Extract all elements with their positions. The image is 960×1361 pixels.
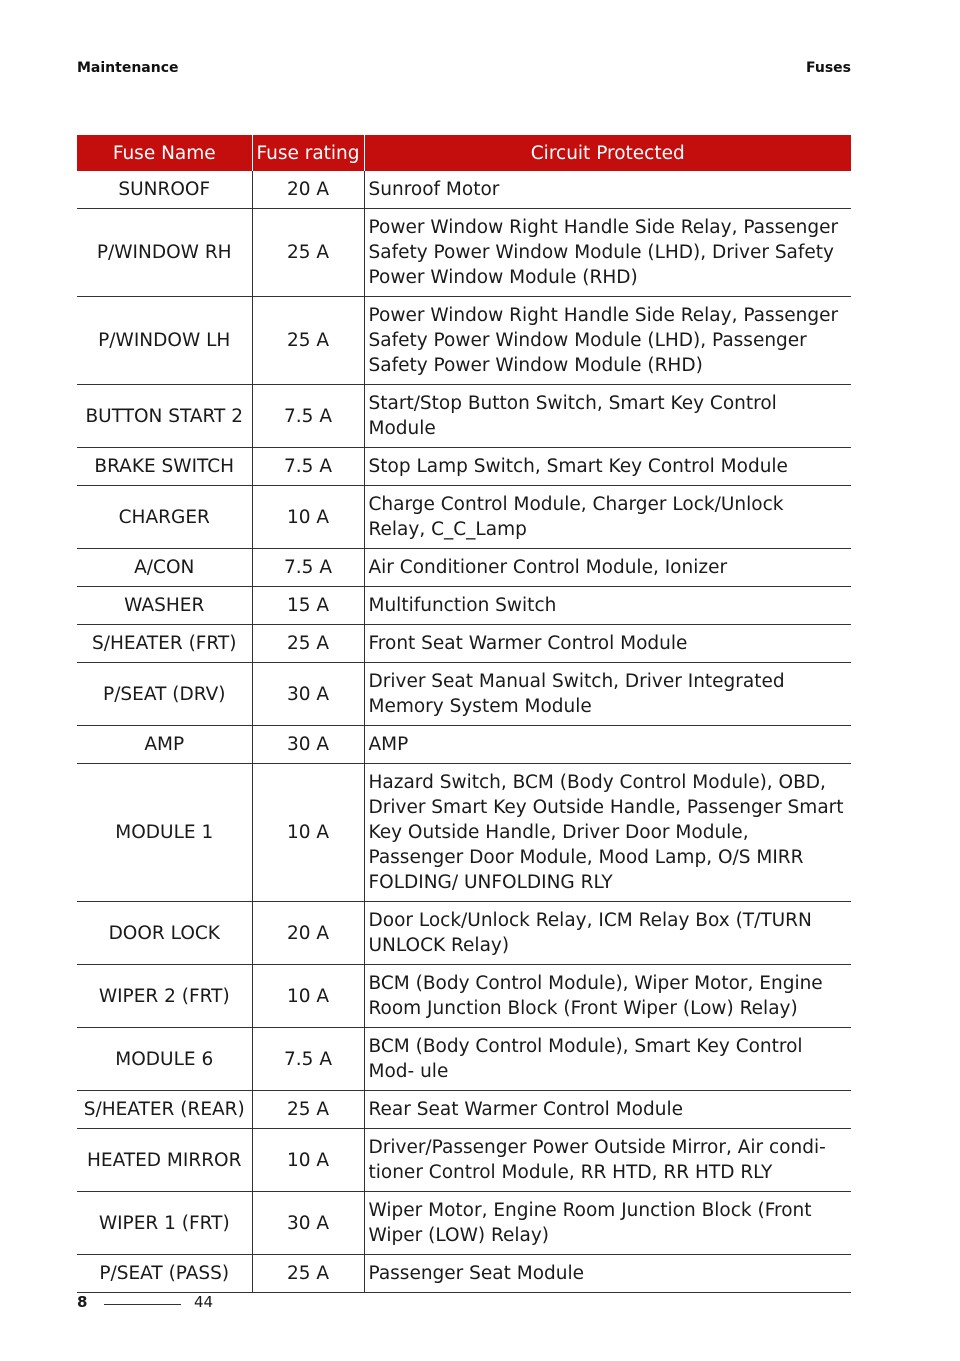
footer-divider [104, 1304, 181, 1305]
column-header-fuse-name: Fuse Name [77, 135, 252, 171]
table-row [77, 663, 851, 726]
table-row [77, 1091, 851, 1129]
circuit-protected-cell: Sunroof Motor [364, 171, 851, 209]
fuse-name-cell: A/CON [77, 549, 252, 587]
circuit-protected-cell: BCM (Body Control Module), Smart Key Control Mod- ule [364, 1028, 851, 1091]
column-header-fuse-rating: Fuse rating [252, 135, 364, 171]
table-row [77, 448, 851, 486]
circuit-protected-cell: Stop Lamp Switch, Smart Key Control Module [364, 448, 851, 486]
fuse-rating-cell: 25 A [252, 1255, 364, 1293]
circuit-protected-cell: Door Lock/Unlock Relay, ICM Relay Box (T/TURN UNLOCK Relay) [364, 902, 851, 965]
table-row [77, 1028, 851, 1091]
circuit-protected-cell: Front Seat Warmer Control Module [364, 625, 851, 663]
circuit-protected-cell: Multifunction Switch [364, 587, 851, 625]
table-row [77, 726, 851, 764]
fuse-name-cell: CHARGER [77, 486, 252, 549]
fuse-rating-cell: 10 A [252, 486, 364, 549]
fuse-rating-cell: 25 A [252, 1091, 364, 1129]
fuse-rating-cell: 15 A [252, 587, 364, 625]
table-row [77, 297, 851, 385]
fuse-rating-cell: 10 A [252, 1129, 364, 1192]
table-header-row [77, 135, 851, 171]
circuit-protected-cell: Driver Seat Manual Switch, Driver Integrated Memory System Module [364, 663, 851, 726]
fuse-name-cell: WIPER 2 (FRT) [77, 965, 252, 1028]
page-number: 44 [194, 1293, 214, 1311]
subsection-title: Fuses [806, 60, 851, 76]
chapter-number: 8 [77, 1293, 88, 1311]
fuse-rating-cell: 20 A [252, 902, 364, 965]
circuit-protected-cell: Power Window Right Handle Side Relay, Passenger Safety Power Window Module (LHD), Driver Safety Power Window Module (RHD) [364, 209, 851, 297]
fuse-rating-cell: 20 A [252, 171, 364, 209]
fuse-name-cell: BUTTON START 2 [77, 385, 252, 448]
circuit-protected-cell: Rear Seat Warmer Control Module [364, 1091, 851, 1129]
fuse-table-body [77, 171, 851, 1293]
fuse-rating-cell: 7.5 A [252, 385, 364, 448]
fuse-rating-cell: 30 A [252, 726, 364, 764]
fuse-name-cell: P/WINDOW RH [77, 209, 252, 297]
table-row [77, 902, 851, 965]
fuse-name-cell: BRAKE SWITCH [77, 448, 252, 486]
fuse-name-cell: WIPER 1 (FRT) [77, 1192, 252, 1255]
circuit-protected-cell: Start/Stop Button Switch, Smart Key Control Module [364, 385, 851, 448]
circuit-protected-cell: AMP [364, 726, 851, 764]
section-title: Maintenance [77, 60, 179, 76]
fuse-name-cell: SUNROOF [77, 171, 252, 209]
fuse-name-cell: AMP [77, 726, 252, 764]
circuit-protected-cell: Driver/Passenger Power Outside Mirror, Air condi- tioner Control Module, RR HTD, RR HTD RLY [364, 1129, 851, 1192]
fuse-name-cell: S/HEATER (REAR) [77, 1091, 252, 1129]
fuse-rating-cell: 30 A [252, 1192, 364, 1255]
circuit-protected-cell: Air Conditioner Control Module, Ionizer [364, 549, 851, 587]
fuse-table [77, 135, 851, 1293]
fuse-name-cell: P/SEAT (DRV) [77, 663, 252, 726]
column-header-circuit-protected: Circuit Protected [364, 135, 851, 171]
table-row [77, 587, 851, 625]
fuse-name-cell: S/HEATER (FRT) [77, 625, 252, 663]
fuse-rating-cell: 7.5 A [252, 448, 364, 486]
fuse-rating-cell: 25 A [252, 297, 364, 385]
fuse-name-cell: P/SEAT (PASS) [77, 1255, 252, 1293]
table-row [77, 1129, 851, 1192]
table-row [77, 965, 851, 1028]
table-row [77, 764, 851, 902]
table-row [77, 625, 851, 663]
circuit-protected-cell: Wiper Motor, Engine Room Junction Block (Front Wiper (LOW) Relay) [364, 1192, 851, 1255]
table-row [77, 385, 851, 448]
circuit-protected-cell: Charge Control Module, Charger Lock/Unlock Relay, C_C_Lamp [364, 486, 851, 549]
fuse-name-cell: WASHER [77, 587, 252, 625]
fuse-name-cell: DOOR LOCK [77, 902, 252, 965]
fuse-name-cell: MODULE 6 [77, 1028, 252, 1091]
circuit-protected-cell: Passenger Seat Module [364, 1255, 851, 1293]
fuse-rating-cell: 25 A [252, 209, 364, 297]
fuse-rating-cell: 30 A [252, 663, 364, 726]
fuse-rating-cell: 10 A [252, 764, 364, 902]
fuse-rating-cell: 10 A [252, 965, 364, 1028]
circuit-protected-cell: BCM (Body Control Module), Wiper Motor, Engine Room Junction Block (Front Wiper (Low) Relay) [364, 965, 851, 1028]
table-row [77, 549, 851, 587]
fuse-rating-cell: 7.5 A [252, 549, 364, 587]
fuse-rating-cell: 25 A [252, 625, 364, 663]
table-row [77, 486, 851, 549]
fuse-name-cell: P/WINDOW LH [77, 297, 252, 385]
circuit-protected-cell: Hazard Switch, BCM (Body Control Module), OBD, Driver Smart Key Outside Handle, Passenger Smart Key Outside Handle, Driver Door Module, Passenger Door Module, Mood Lamp, O/S MIRR FOLDING/ UNFOLDING RLY [364, 764, 851, 902]
fuse-name-cell: HEATED MIRROR [77, 1129, 252, 1192]
table-row [77, 171, 851, 209]
table-row [77, 1192, 851, 1255]
table-row [77, 209, 851, 297]
fuse-name-cell: MODULE 1 [77, 764, 252, 902]
fuse-rating-cell: 7.5 A [252, 1028, 364, 1091]
table-row [77, 1255, 851, 1293]
circuit-protected-cell: Power Window Right Handle Side Relay, Passenger Safety Power Window Module (LHD), Passenger Safety Power Window Module (RHD) [364, 297, 851, 385]
